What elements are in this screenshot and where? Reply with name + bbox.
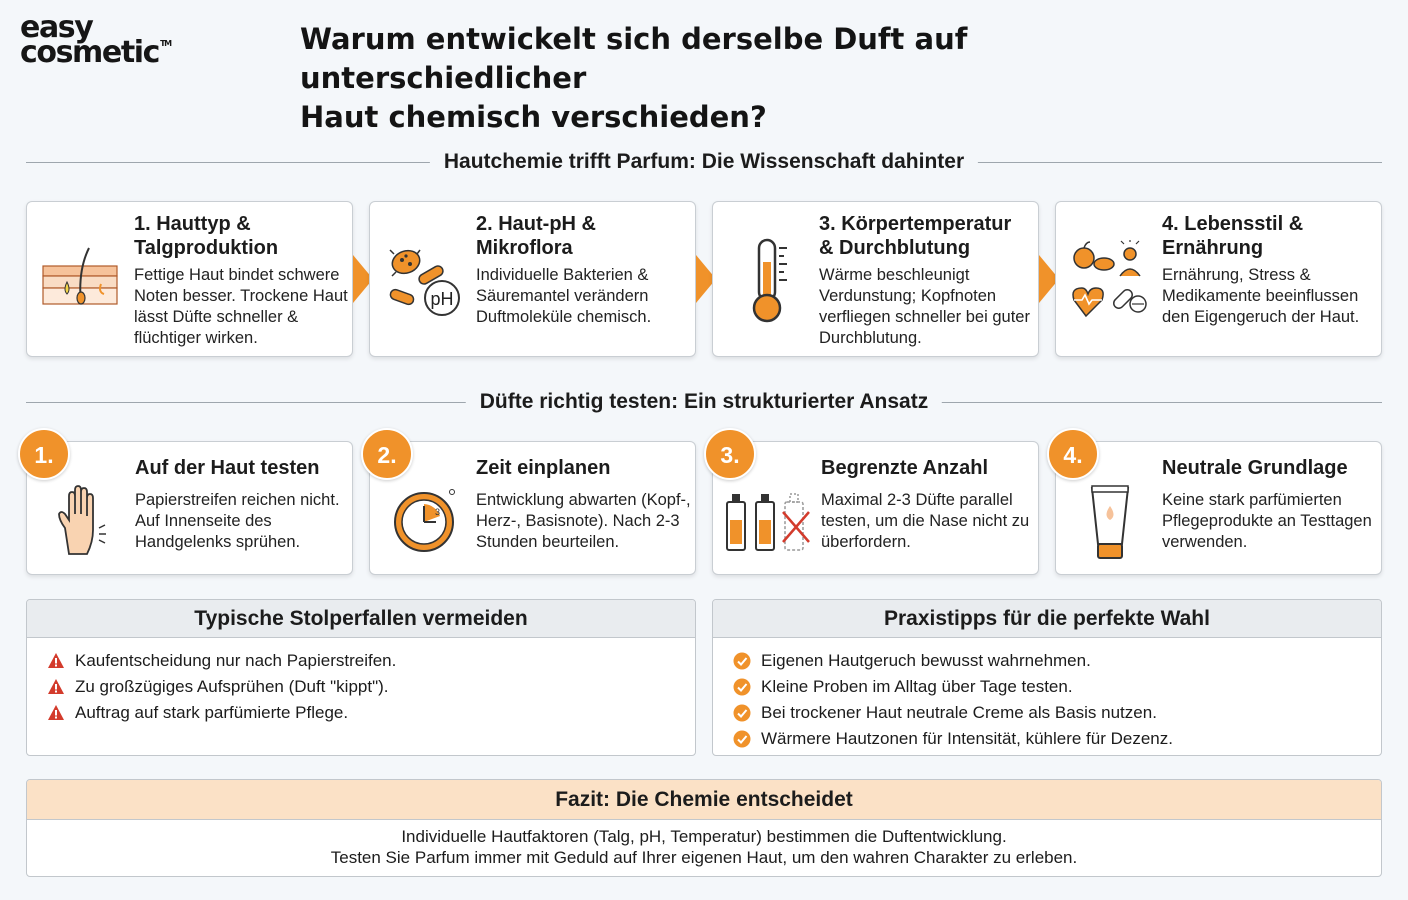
logo-line2: cosmetic <box>20 34 160 70</box>
list-item: Kleine Proben im Alltag über Tage testen. <box>733 674 1381 700</box>
testing-card-limit <box>712 441 1039 575</box>
list-item: Zu großzügiges Aufsprühen (Duft "kippt"). <box>47 674 695 700</box>
cream-tube-icon <box>1090 484 1130 560</box>
card-title: Zeit einplanen <box>476 457 611 479</box>
logo-line1: easy <box>20 10 93 45</box>
check-icon <box>733 704 751 722</box>
science-card-ph <box>369 201 696 357</box>
card-text: Individuelle Bakterien & Säuremantel verändern Duftmoleküle chemisch. <box>476 266 652 326</box>
card-title: Neutrale Grundlage <box>1162 457 1348 479</box>
pitfalls-list <box>27 638 695 726</box>
bacteria-ph-icon <box>384 242 464 320</box>
tips-heading: Praxistipps für die perfekte Wahl <box>713 600 1381 638</box>
fazit-panel <box>26 779 1382 877</box>
list-item: Bei trockener Haut neutrale Creme als Basis nutzen. <box>733 700 1381 726</box>
science-card-temperature <box>712 201 1039 357</box>
fazit-line1: Individuelle Hautfaktoren (Talg, pH, Temperatur) bestimmen die Duftentwicklung. <box>401 827 1007 846</box>
card-text: Wärme beschleunigt Verdunstung; Kopfnoten verfliegen schneller bei guter Durchblutung. <box>819 266 1030 347</box>
fazit-line2: Testen Sie Parfum immer mit Geduld auf Ihrer eigenen Haut, um den wahren Charakter zu erleben. <box>330 848 1078 867</box>
science-card-skin-type <box>26 201 353 357</box>
thermometer-icon <box>749 236 793 324</box>
warning-icon <box>47 652 65 670</box>
card-title: 1. Hauttyp & Talgproduktion <box>134 213 279 259</box>
brand-logo <box>20 10 171 70</box>
list-item: Kaufentscheidung nur nach Papierstreifen. <box>47 648 695 674</box>
logo-tm: TM <box>160 38 171 48</box>
list-item: Eigenen Hautgeruch bewusst wahrnehmen. <box>733 648 1381 674</box>
card-title: Begrenzte Anzahl <box>821 457 989 479</box>
hand-icon <box>55 484 109 558</box>
card-text: Ernährung, Stress & Medikamente beeinflussen den Eigengeruch der Haut. <box>1162 266 1360 326</box>
skin-layers-icon <box>41 244 119 316</box>
card-title: 2. Haut-pH & Mikroflora <box>476 213 596 259</box>
testing-card-time <box>369 441 696 575</box>
clock-icon <box>392 488 456 554</box>
warning-icon <box>47 678 65 696</box>
lifestyle-icon <box>1070 240 1152 320</box>
title-line2: Haut chemisch verschieden? <box>300 100 767 134</box>
pitfalls-panel <box>26 599 696 756</box>
step-badge-2: 2. <box>361 428 413 480</box>
check-icon <box>733 730 751 748</box>
title-line1: Warum entwickelt sich derselbe Duft auf unterschiedlicher <box>300 22 968 95</box>
section-testing-heading <box>26 390 1382 414</box>
card-title: 3. Körpertemperatur & Durchblutung <box>819 213 1012 259</box>
step-badge-3: 3. <box>704 428 756 480</box>
card-text: Fettige Haut bindet schwere Noten besser. Trockene Haut lässt Düfte schneller & flüchtiger wirken. <box>134 266 348 347</box>
card-title: 4. Lebensstil & Ernährung <box>1162 213 1304 259</box>
tips-list <box>713 638 1381 752</box>
card-title: Auf der Haut testen <box>135 457 320 479</box>
section-science-title: Hautchemie trifft Parfum: Die Wissenschaft dahinter <box>430 150 978 174</box>
tips-panel <box>712 599 1382 756</box>
ph-label: pH <box>430 289 454 309</box>
fazit-body <box>27 820 1381 868</box>
perfume-bottles-icon <box>725 490 813 554</box>
svg-text:3: 3 <box>435 507 441 517</box>
science-card-lifestyle <box>1055 201 1382 357</box>
fazit-heading: Fazit: Die Chemie entscheidet <box>27 780 1381 820</box>
page-title <box>300 20 1260 137</box>
check-icon <box>733 678 751 696</box>
step-badge-4: 4. <box>1047 428 1099 480</box>
check-icon <box>733 652 751 670</box>
list-item: Wärmere Hautzonen für Intensität, kühlere für Dezenz. <box>733 726 1381 752</box>
testing-card-neutral <box>1055 441 1382 575</box>
list-item: Auftrag auf stark parfümierte Pflege. <box>47 700 695 726</box>
card-text: Entwicklung abwarten (Kopf-, Herz-, Basisnote). Nach 2-3 Stunden beurteilen. <box>476 491 691 551</box>
card-text: Maximal 2-3 Düfte parallel testen, um die Nase nicht zu überfordern. <box>821 491 1030 551</box>
warning-icon <box>47 704 65 722</box>
testing-card-skin <box>26 441 353 575</box>
card-text: Keine stark parfümierten Pflegeprodukte an Testtagen verwenden. <box>1162 491 1372 551</box>
section-science-heading <box>26 150 1382 174</box>
card-text: Papierstreifen reichen nicht. Auf Innenseite des Handgelenks sprühen. <box>135 491 340 551</box>
pitfalls-heading: Typische Stolperfallen vermeiden <box>27 600 695 638</box>
step-badge-1: 1. <box>18 428 70 480</box>
section-testing-title: Düfte richtig testen: Ein strukturierter Ansatz <box>466 390 942 414</box>
